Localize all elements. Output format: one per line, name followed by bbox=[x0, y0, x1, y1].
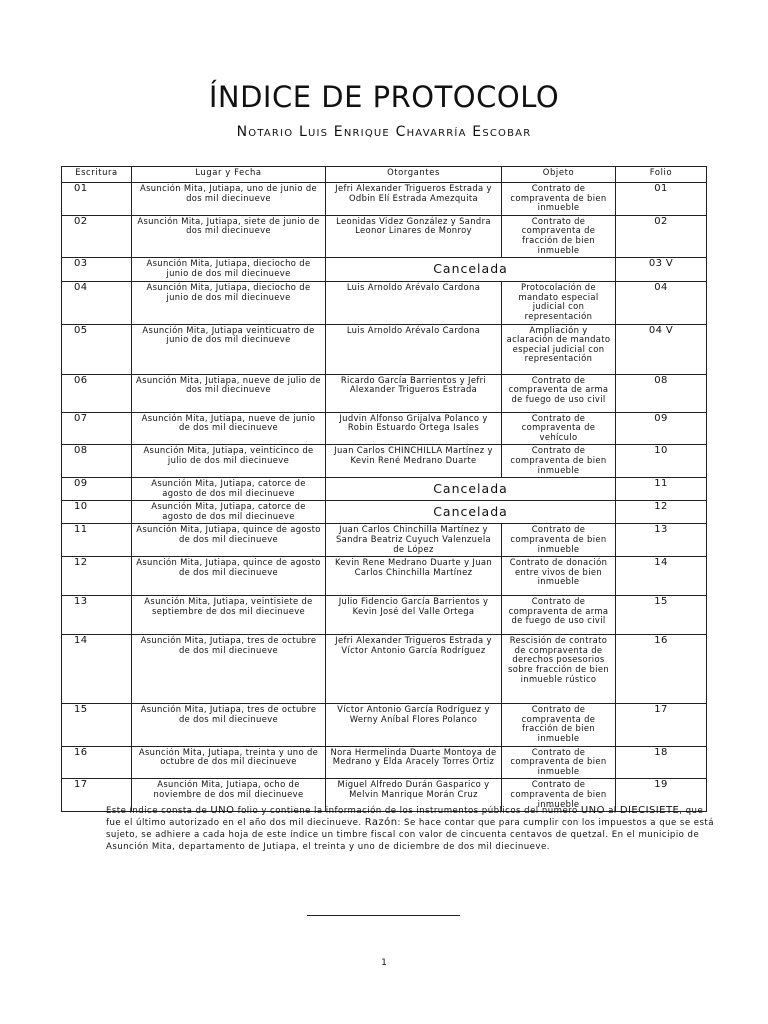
document-title: ÍNDICE DE PROTOCOLO bbox=[208, 80, 560, 114]
cell-lugar-fecha: Asunción Mita, Jutiapa, tres de octubre de dos mil diecinueve bbox=[132, 704, 326, 746]
cell-folio: 12 bbox=[616, 501, 707, 524]
table-row bbox=[62, 635, 707, 704]
closing-text-1: Este índice consta de bbox=[106, 806, 211, 816]
cell-escritura: 08 bbox=[62, 445, 132, 478]
cell-folio: 03 V bbox=[616, 258, 707, 282]
cell-lugar-fecha: Asunción Mita, Jutiapa, ocho de noviembre de dos mil diecinueve bbox=[132, 779, 326, 812]
cell-objeto: Protocolación de mandato especial judicial con representación bbox=[502, 282, 616, 324]
table-row bbox=[62, 704, 707, 746]
cell-escritura: 17 bbox=[62, 779, 132, 812]
cell-escritura: 10 bbox=[62, 501, 132, 524]
cell-folio: 04 V bbox=[616, 324, 707, 374]
cell-lugar-fecha: Asunción Mita, Jutiapa, veinticinco de julio de dos mil diecinueve bbox=[132, 445, 326, 478]
table-body bbox=[62, 183, 707, 812]
table-row bbox=[62, 478, 707, 501]
cell-folio: 10 bbox=[616, 445, 707, 478]
closing-diecisiete: DIECISIETE bbox=[619, 805, 680, 816]
table-row bbox=[62, 258, 707, 282]
cell-objeto: Contrato de donación entre vivos de bien inmueble bbox=[502, 557, 616, 596]
protocol-index-table bbox=[61, 166, 707, 812]
cell-folio: 14 bbox=[616, 557, 707, 596]
cell-otorgantes: Kevin Rene Medrano Duarte y Juan Carlos Chinchilla Martínez bbox=[326, 557, 502, 596]
header-lugar-fecha: Lugar y Fecha bbox=[132, 167, 326, 183]
cell-objeto: Contrato de compraventa de bien inmueble bbox=[502, 746, 616, 779]
cell-lugar-fecha: Asunción Mita, Jutiapa, tres de octubre de dos mil diecinueve bbox=[132, 635, 326, 704]
cell-otorgantes: Miguel Alfredo Durán Gasparico y Melvin Manrique Morán Cruz bbox=[326, 779, 502, 812]
cell-folio: 18 bbox=[616, 746, 707, 779]
cell-folio: 11 bbox=[616, 478, 707, 501]
cell-objeto: Contrato de compraventa de fracción de bien inmueble bbox=[502, 215, 616, 257]
cell-objeto: Rescisión de contrato de compraventa de derechos posesorios sobre fracción de bien inmueble rústico bbox=[502, 635, 616, 704]
header-objeto: Objeto bbox=[502, 167, 616, 183]
cell-lugar-fecha: Asunción Mita, Jutiapa veinticuatro de junio de dos mil diecinueve bbox=[132, 324, 326, 374]
cell-escritura: 11 bbox=[62, 524, 132, 557]
cell-folio: 15 bbox=[616, 596, 707, 635]
cell-escritura: 09 bbox=[62, 478, 132, 501]
cell-otorgantes: Luis Arnoldo Arévalo Cardona bbox=[326, 282, 502, 324]
cell-otorgantes: Víctor Antonio García Rodríguez y Werny Aníbal Flores Polanco bbox=[326, 704, 502, 746]
closing-text-4: , que fue el último autorizado en el año dos mil diecinueve. bbox=[106, 806, 704, 828]
table-row bbox=[62, 282, 707, 324]
cell-lugar-fecha: Asunción Mita, Jutiapa, dieciocho de junio de dos mil diecinueve bbox=[132, 258, 326, 282]
table-row bbox=[62, 746, 707, 779]
closing-statement bbox=[106, 805, 718, 853]
cell-lugar-fecha: Asunción Mita, Jutiapa, veintisiete de septiembre de dos mil diecinueve bbox=[132, 596, 326, 635]
cell-escritura: 07 bbox=[62, 412, 132, 445]
cell-folio: 17 bbox=[616, 704, 707, 746]
cell-cancelada: Cancelada bbox=[326, 478, 616, 501]
cell-otorgantes: Juan Carlos CHINCHILLA Martínez y Kevin René Medrano Duarte bbox=[326, 445, 502, 478]
cell-cancelada: Cancelada bbox=[326, 258, 616, 282]
cell-lugar-fecha: Asunción Mita, Jutiapa, quince de agosto de dos mil diecinueve bbox=[132, 557, 326, 596]
cell-objeto: Contrato de compraventa de arma de fuego de uso civil bbox=[502, 374, 616, 412]
table-row bbox=[62, 374, 707, 412]
cell-escritura: 12 bbox=[62, 557, 132, 596]
cell-escritura: 05 bbox=[62, 324, 132, 374]
cell-otorgantes: Judvin Alfonso Grijalva Polanco y Robin Estuardo Ortega Isales bbox=[326, 412, 502, 445]
table-row bbox=[62, 501, 707, 524]
table-row bbox=[62, 183, 707, 216]
cell-objeto: Contrato de compraventa de arma de fuego de uso civil bbox=[502, 596, 616, 635]
cell-objeto: Ampliación y aclaración de mandato especial judicial con representación bbox=[502, 324, 616, 374]
cell-otorgantes: Nora Hermelinda Duarte Montoya de Medrano y Elda Aracely Torres Ortiz bbox=[326, 746, 502, 779]
header-escritura: Escritura bbox=[62, 167, 132, 183]
cell-escritura: 03 bbox=[62, 258, 132, 282]
cell-folio: 16 bbox=[616, 635, 707, 704]
closing-uno: UNO bbox=[210, 805, 235, 816]
cell-otorgantes: Jefri Alexander Trigueros Estrada y Odbin Elí Estrada Amezquita bbox=[326, 183, 502, 216]
cell-objeto: Contrato de compraventa de vehículo bbox=[502, 412, 616, 445]
closing-uno-2: UNO bbox=[580, 805, 605, 816]
cell-lugar-fecha: Asunción Mita, Jutiapa, nueve de julio de dos mil diecinueve bbox=[132, 374, 326, 412]
cell-escritura: 13 bbox=[62, 596, 132, 635]
cell-lugar-fecha: Asunción Mita, Jutiapa, treinta y uno de octubre de dos mil diecinueve bbox=[132, 746, 326, 779]
cell-otorgantes: Leonidas Videz González y Sandra Leonor Linares de Monroy bbox=[326, 215, 502, 257]
cell-folio: 01 bbox=[616, 183, 707, 216]
table-row bbox=[62, 596, 707, 635]
table-row bbox=[62, 557, 707, 596]
closing-text-3: al bbox=[604, 806, 620, 816]
table-row bbox=[62, 215, 707, 257]
cell-objeto: Contrato de compraventa de bien inmueble bbox=[502, 183, 616, 216]
closing-text-2: folio y contiene la información de los instrumentos públicos del número bbox=[234, 806, 581, 816]
cell-escritura: 01 bbox=[62, 183, 132, 216]
cell-lugar-fecha: Asunción Mita, Jutiapa, catorce de agosto de dos mil diecinueve bbox=[132, 501, 326, 524]
cell-escritura: 04 bbox=[62, 282, 132, 324]
signature-line bbox=[307, 915, 460, 916]
cell-escritura: 06 bbox=[62, 374, 132, 412]
notary-name: Notario Luis Enrique Chavarría Escobar bbox=[236, 124, 532, 140]
closing-razon: Razón bbox=[364, 817, 398, 828]
cell-objeto: Contrato de compraventa de bien inmueble bbox=[502, 779, 616, 812]
cell-lugar-fecha: Asunción Mita, Jutiapa, siete de junio de dos mil diecinueve bbox=[132, 215, 326, 257]
cell-objeto: Contrato de compraventa de fracción de bien inmueble bbox=[502, 704, 616, 746]
cell-folio: 02 bbox=[616, 215, 707, 257]
cell-folio: 09 bbox=[616, 412, 707, 445]
cell-cancelada: Cancelada bbox=[326, 501, 616, 524]
header-otorgantes: Otorgantes bbox=[326, 167, 502, 183]
cell-otorgantes: Luis Arnoldo Arévalo Cardona bbox=[326, 324, 502, 374]
cell-folio: 13 bbox=[616, 524, 707, 557]
cell-escritura: 15 bbox=[62, 704, 132, 746]
cell-otorgantes: Ricardo García Barrientos y Jefri Alexander Trigueros Estrada bbox=[326, 374, 502, 412]
cell-lugar-fecha: Asunción Mita, Jutiapa, dieciocho de junio de dos mil diecinueve bbox=[132, 282, 326, 324]
table-row bbox=[62, 412, 707, 445]
table-row bbox=[62, 445, 707, 478]
cell-folio: 19 bbox=[616, 779, 707, 812]
cell-escritura: 02 bbox=[62, 215, 132, 257]
cell-escritura: 16 bbox=[62, 746, 132, 779]
page-number: 1 bbox=[381, 958, 387, 968]
cell-otorgantes: Julio Fidencio García Barrientos y Kevin José del Valle Ortega bbox=[326, 596, 502, 635]
cell-lugar-fecha: Asunción Mita, Jutiapa, catorce de agosto de dos mil diecinueve bbox=[132, 478, 326, 501]
cell-folio: 08 bbox=[616, 374, 707, 412]
closing-text-5: : Se hace contar que para cumplir con los impuestos a que se está sujeto, se adhiere a cada hoja de este índice un timbre fiscal con valor de cincuenta centavos de quetzal. En el municipio de Asunción Mita, departamento de Jutiapa, el treinta y uno de diciembre de dos mil diecinueve. bbox=[106, 818, 714, 852]
cell-objeto: Contrato de compraventa de bien inmueble bbox=[502, 445, 616, 478]
cell-otorgantes: Jefri Alexander Trigueros Estrada y Víctor Antonio García Rodríguez bbox=[326, 635, 502, 704]
cell-lugar-fecha: Asunción Mita, Jutiapa, quince de agosto de dos mil diecinueve bbox=[132, 524, 326, 557]
table-row bbox=[62, 524, 707, 557]
cell-objeto: Contrato de compraventa de bien inmueble bbox=[502, 524, 616, 557]
table-row bbox=[62, 324, 707, 374]
cell-lugar-fecha: Asunción Mita, Jutiapa, uno de junio de dos mil diecinueve bbox=[132, 183, 326, 216]
cell-escritura: 14 bbox=[62, 635, 132, 704]
header-folio: Folio bbox=[616, 167, 707, 183]
cell-folio: 04 bbox=[616, 282, 707, 324]
cell-lugar-fecha: Asunción Mita, Jutiapa, nueve de junio de dos mil diecinueve bbox=[132, 412, 326, 445]
table-header-row bbox=[62, 167, 707, 183]
cell-otorgantes: Juan Carlos Chinchilla Martínez y Sandra Beatriz Cuyuch Valenzuela de López bbox=[326, 524, 502, 557]
